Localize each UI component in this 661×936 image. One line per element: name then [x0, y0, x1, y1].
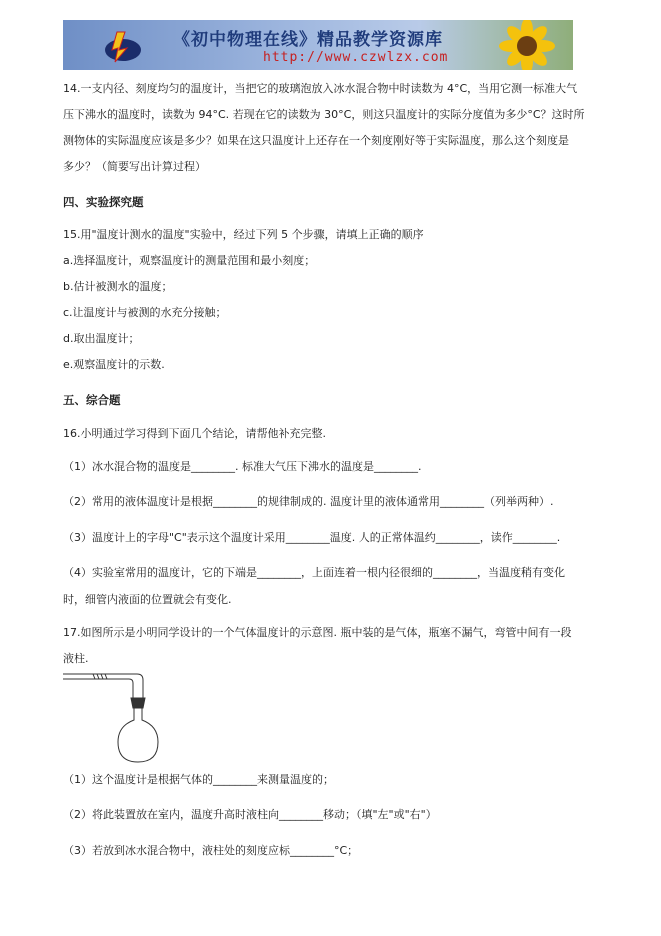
- q15-step-a: a.选择温度计，观察温度计的测量范围和最小刻度；: [63, 254, 316, 267]
- q16-part4-line1: （4）实验室常用的温度计，它的下端是________，上面连着一根内径很细的________，当温度稍有变化: [63, 566, 565, 579]
- q17-part3: （3）若放到冰水混合物中，液柱处的刻度应标________°C；: [63, 844, 359, 857]
- q16-part2: （2）常用的液体温度计是根据________的规律制成的. 温度计里的液体通常用________（列举两种）.: [63, 495, 554, 508]
- gas-thermometer-diagram: [63, 670, 173, 766]
- q15-step-c: c.让温度计与被测的水充分接触；: [63, 306, 227, 319]
- q14-line4: 多少？（简要写出计算过程）: [63, 160, 206, 173]
- section5-heading: 五、综合题: [63, 393, 121, 407]
- q14-line1: 14.一支内径、刻度均匀的温度计，当把它的玻璃泡放入冰水混合物中时读数为 4°C，当用它测一标准大气: [63, 82, 578, 95]
- sunflower-icon: [487, 20, 567, 70]
- q17-stem-line1: 17.如图所示是小明同学设计的一个气体温度计的示意图. 瓶中装的是气体，瓶塞不漏气，弯管中间有一段: [63, 626, 572, 639]
- q15-step-b: b.估计被测水的温度；: [63, 280, 173, 293]
- q17-stem-line2: 液柱.: [63, 652, 89, 665]
- q15-step-e: e.观察温度计的示数.: [63, 358, 165, 371]
- site-logo-icon: [103, 28, 143, 64]
- bottle-stopper: [131, 698, 145, 708]
- q16-part4-line2: 时，细管内液面的位置就会有变化.: [63, 593, 232, 606]
- section4-heading: 四、实验探究题: [63, 195, 144, 209]
- tube-bend-inner: [129, 679, 133, 700]
- q16-stem: 16.小明通过学习得到下面几个结论，请帮他补充完整.: [63, 427, 326, 440]
- header-banner: [63, 20, 573, 70]
- q14-line3: 测物体的实际温度应该是多少？如果在这只温度计上还存在一个刻度刚好等于实际温度，那么这个刻度是: [63, 134, 569, 147]
- flask-body: [118, 708, 158, 762]
- q16-part3: （3）温度计上的字母"C"表示这个温度计采用________温度. 人的正常体温约________，读作________.: [63, 531, 561, 544]
- q17-part1: （1）这个温度计是根据气体的________来测量温度的；: [63, 773, 334, 786]
- q17-part2: （2）将此装置放在室内，温度升高时液柱向________移动；（填"左"或"右"）: [63, 808, 437, 821]
- q15-stem: 15.用"温度计测水的温度"实验中，经过下列 5 个步骤，请填上正确的顺序: [63, 228, 424, 241]
- banner-url: http://www.czwlzx.com: [263, 50, 449, 65]
- q14-line2: 压下沸水的温度时，读数为 94°C. 若现在它的读数为 30°C，则这只温度计的实际分度值为多少°C？这时所: [63, 108, 585, 121]
- q15-step-d: d.取出温度计；: [63, 332, 140, 345]
- q16-part1: （1）冰水混合物的温度是________. 标准大气压下沸水的温度是________.: [63, 460, 422, 473]
- tube-bend-outer: [137, 674, 143, 700]
- banner-title: 《初中物理在线》精品教学资源库: [173, 30, 443, 50]
